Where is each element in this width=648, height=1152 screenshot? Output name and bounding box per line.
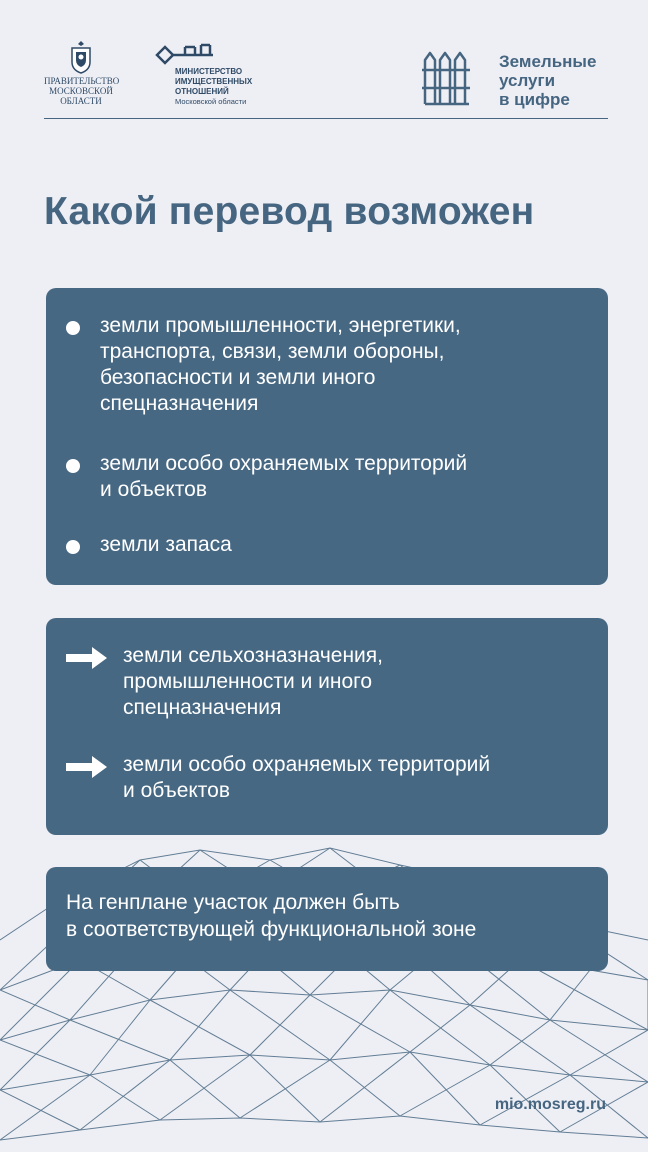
brand-title: Земельные услуги в цифре bbox=[499, 52, 597, 109]
list-item: земли особо охраняемых территорий и объектов bbox=[123, 753, 491, 802]
bullet-icon bbox=[66, 459, 80, 473]
page-title: Какой перевод возможен bbox=[44, 190, 535, 233]
list-item: земли сельхозназначения, промышленности и иного спецназначения bbox=[123, 644, 383, 719]
ministry-key-icon bbox=[155, 42, 215, 68]
list-item: земли особо охраняемых территорий и объектов bbox=[100, 452, 468, 501]
note-card bbox=[46, 867, 608, 971]
header-divider bbox=[44, 118, 608, 119]
arrow-right-icon bbox=[66, 755, 108, 779]
coat-of-arms-icon bbox=[68, 40, 94, 74]
government-logo bbox=[44, 40, 118, 106]
ministry-name: МИНИСТЕРСТВО ИМУЩЕСТВЕННЫХ ОТНОШЕНИЙ bbox=[175, 67, 253, 96]
list-item: земли промышленности, энергетики, транспорта, связи, земли обороны, безопасности и земли иного спецназначения bbox=[100, 314, 461, 415]
ministry-region: Московской области bbox=[175, 97, 247, 106]
fence-icon bbox=[422, 50, 472, 106]
note-text: На генплане участок должен быть в соответствующей функциональной зоне bbox=[66, 891, 477, 941]
arrow-right-icon bbox=[66, 646, 108, 670]
target-categories-card bbox=[46, 618, 608, 835]
bullet-icon bbox=[66, 540, 80, 554]
header bbox=[0, 0, 648, 120]
government-name: ПРАВИТЕЛЬСТВО МОСКОВСКОЙ ОБЛАСТИ bbox=[44, 76, 120, 106]
bullet-icon bbox=[66, 321, 80, 335]
land-categories-card bbox=[46, 288, 608, 585]
list-item: земли запаса bbox=[100, 533, 232, 556]
website-link[interactable]: mio.mosreg.ru bbox=[494, 1096, 606, 1113]
